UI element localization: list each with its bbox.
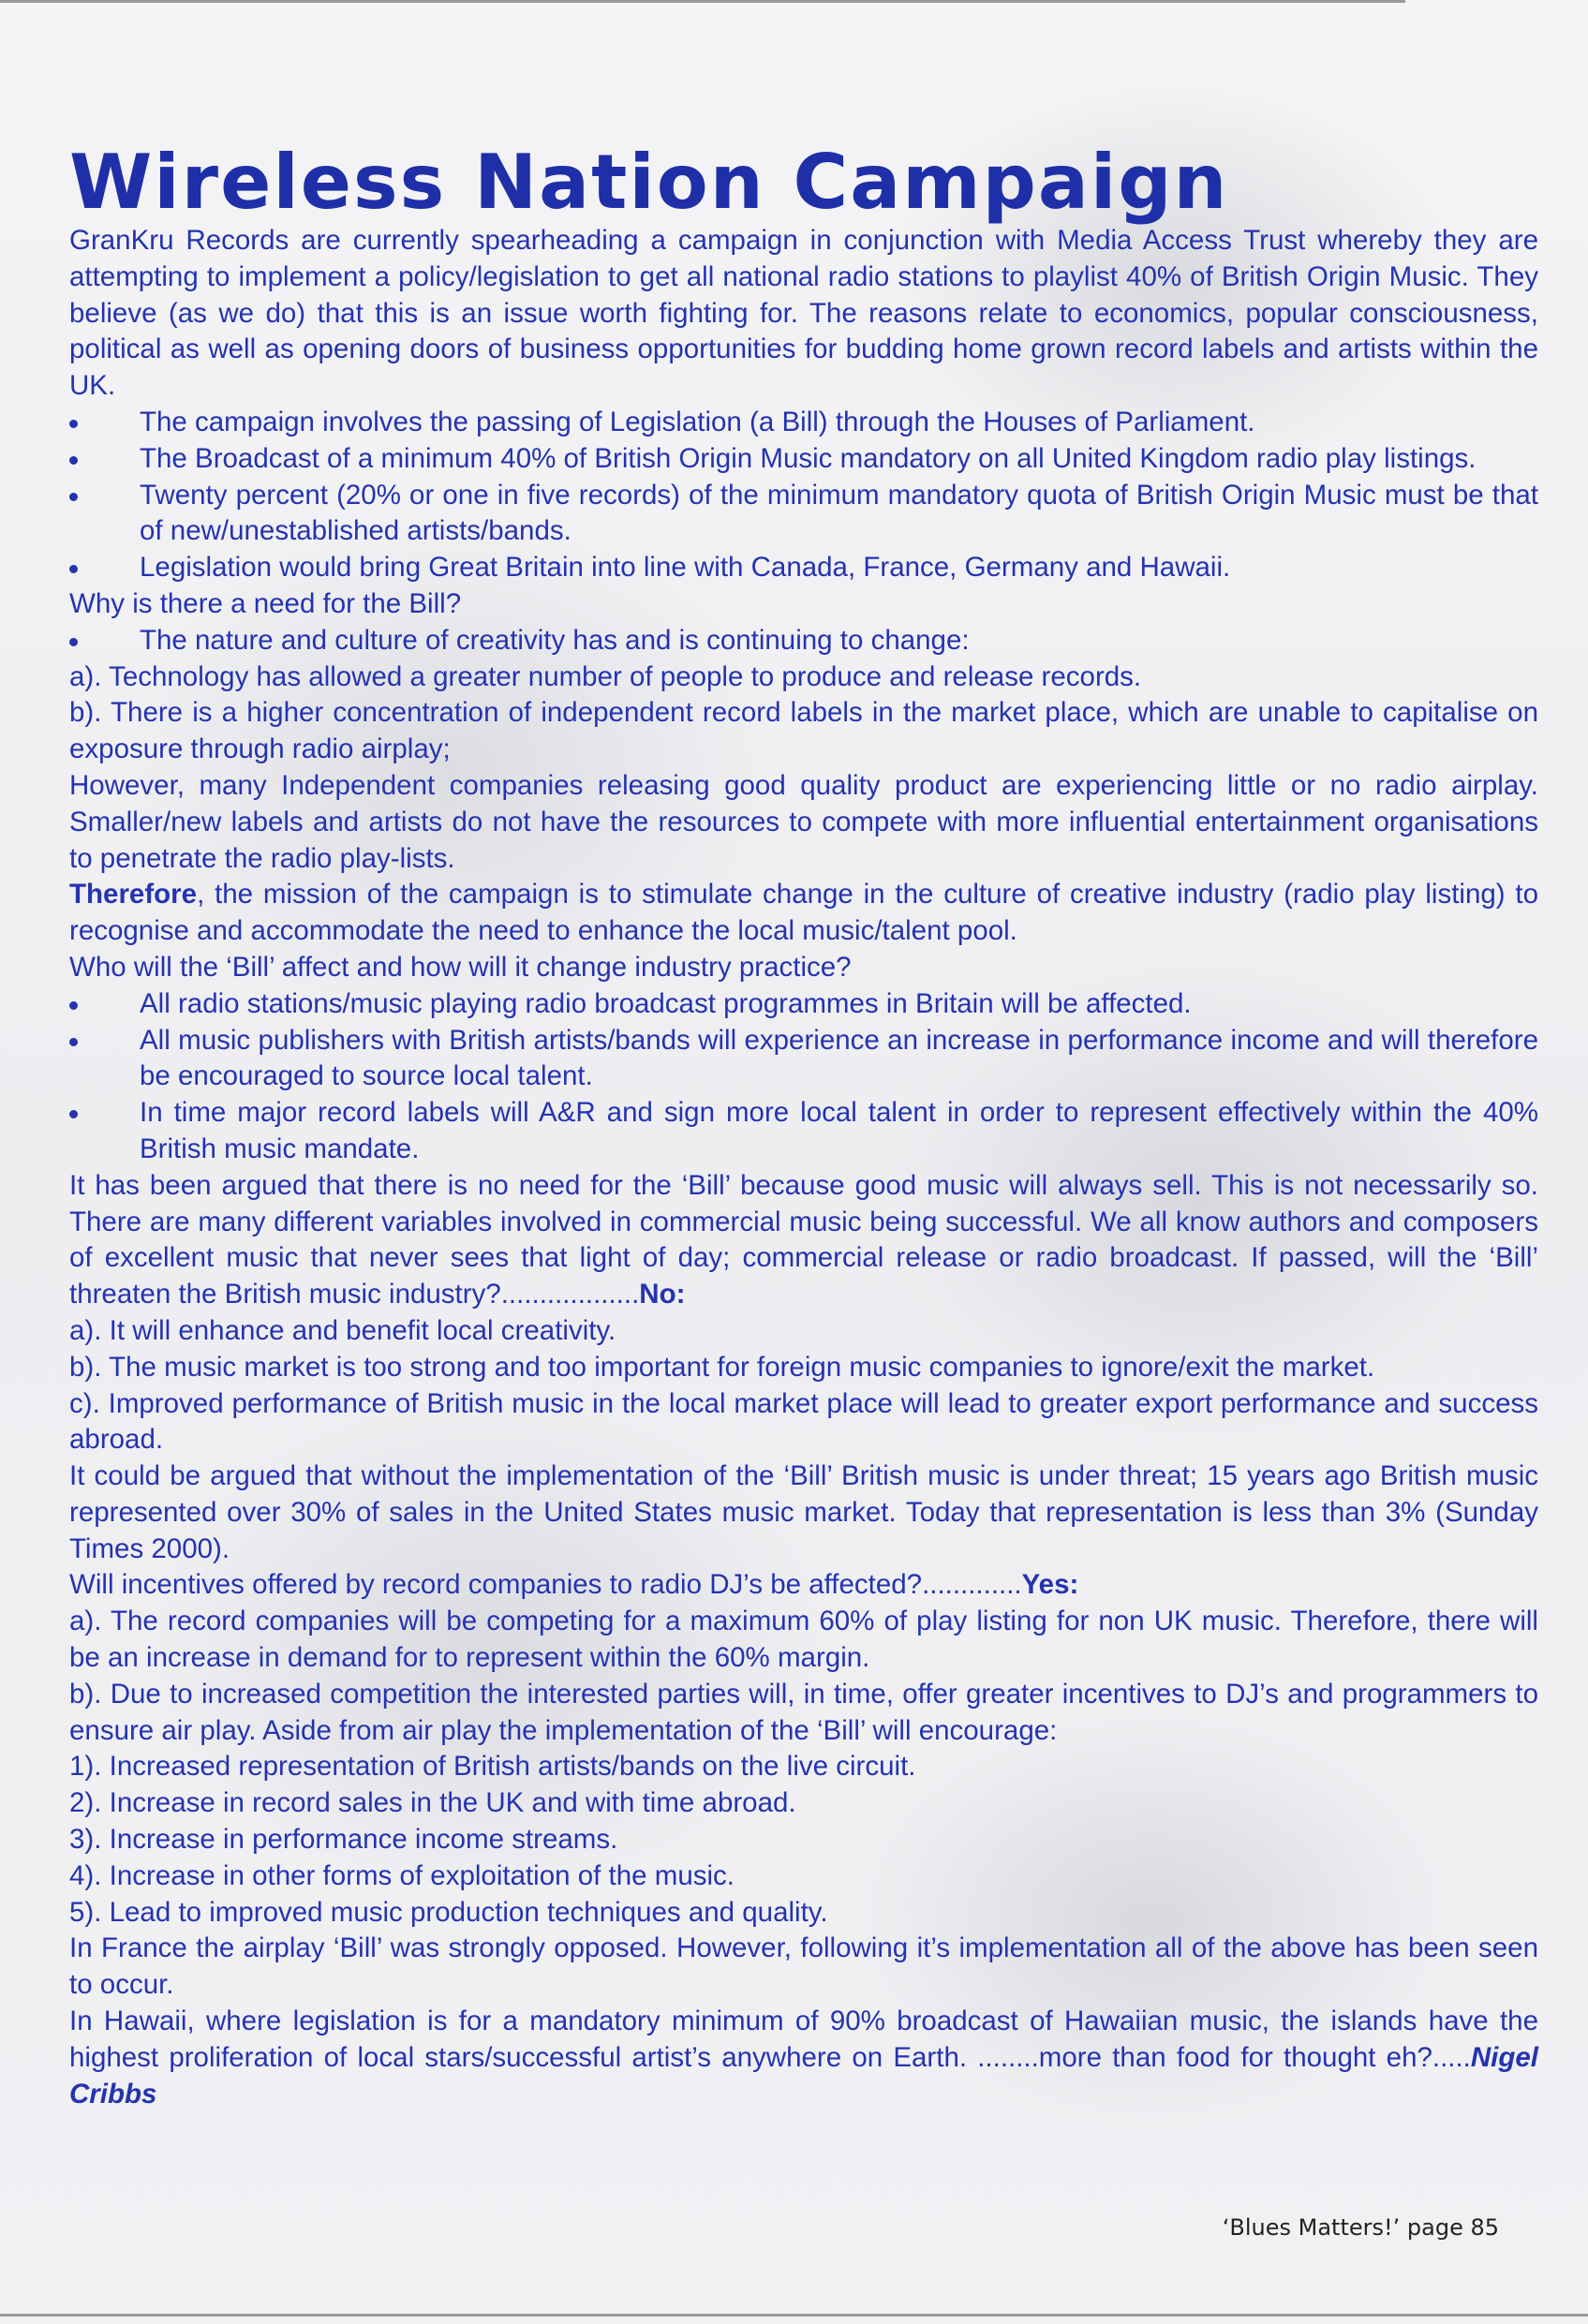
argued-paragraph: It has been argued that there is no need for the ‘Bill’ because good music will always sell. This is not necessarily so. There are many different variables involved in commercial music being successful. We all know authors and composers of excellent music that never sees that light of day; commercial release or radio broadcast. If passed, will the ‘Bill’ threaten the British music industry?..................No: (69, 1169, 1538, 1310)
article-headline: Wireless Nation Campaign (69, 139, 1229, 226)
bullet-dot (69, 420, 78, 428)
bullet-dot (69, 1110, 78, 1118)
nature-point-a: a). Technology has allowed a greater number of people to produce and release records. (69, 660, 1142, 692)
bullet-dot (69, 493, 78, 501)
bullet-dot (69, 1038, 78, 1046)
question-incentives: Will incentives offered by record companies to radio DJ’s be affected?.............Yes: (69, 1569, 1079, 1601)
threat-point-b: b). The music market is too strong and too important for foreign music companies to ignore/exit the market. (69, 1351, 1375, 1383)
bullet-item: All radio stations/music playing radio broadcast programmes in Britain will be affected. (69, 986, 1538, 1023)
therefore-paragraph: Therefore, the mission of the campaign is to stimulate change in the culture of creative industry (radio play listing) to recognise and accommodate the need to enhance the local music/talent pool. (69, 879, 1538, 947)
could-argue-paragraph: It could be argued that without the implementation of the ‘Bill’ British music is under threat; 15 years ago British music represented over 30% of sales in the United States music market. Today that representation is less than 3% (Sunday Times 2000). (69, 1460, 1538, 1564)
bullet-dot (69, 565, 78, 573)
article-body (69, 223, 1538, 2112)
encourage-item: 2). Increase in record sales in the UK and with time abroad. (69, 1787, 796, 1819)
incentive-point-a: a). The record companies will be competing for a maximum 60% of play listing for non UK music. Therefore, there will be an increase in demand for to represent within the 60% margin. (69, 1606, 1538, 1674)
threat-point-c: c). Improved performance of British music in the local market place will lead to greater export performance and success abroad. (69, 1387, 1538, 1456)
however-paragraph: However, many Independent companies releasing good quality product are experiencing little or no radio airplay. Smaller/new labels and artists do not have the resources to compete with more influential entertainment organisations to penetrate the radio play-lists. (69, 769, 1538, 874)
threat-point-a: a). It will enhance and benefit local creativity. (69, 1314, 616, 1346)
top-rule (0, 0, 1405, 3)
hawaii-paragraph: In Hawaii, where legislation is for a mandatory minimum of 90% broadcast of Hawaiian music, the islands have the highest proliferation of local stars/successful artist’s anywhere on Earth. ........more than food for thought eh?.....Nigel Cribbs (69, 2006, 1538, 2109)
encourage-item: 3). Increase in performance income streams. (69, 1824, 618, 1856)
encourage-item: 4). Increase in other forms of exploitation of the music. (69, 1859, 735, 1891)
bullet-item: The nature and culture of creativity has and is continuing to change: (69, 623, 1538, 659)
encourage-item: 1). Increased representation of British artists/bands on the live circuit. (69, 1751, 916, 1783)
author-name: Nigel Cribbs (69, 2041, 1538, 2109)
bullet-dot (69, 456, 78, 465)
page-footer: ‘Blues Matters!’ page 85 (1222, 2214, 1499, 2241)
bullet-item: Legislation would bring Great Britain into line with Canada, France, Germany and Hawaii. (69, 550, 1538, 586)
bullet-item: The Broadcast of a minimum 40% of British Origin Music mandatory on all United Kingdom radio play listings. (69, 441, 1538, 478)
bullet-dot (69, 638, 78, 646)
bullet-item: In time major record labels will A&R and sign more local talent in order to represent effectively within the 40% British music mandate. (69, 1095, 1538, 1168)
encourage-item: 5). Lead to improved music production techniques and quality. (69, 1896, 828, 1928)
france-paragraph: In France the airplay ‘Bill’ was strongly opposed. However, following it’s implementation all of the above has been seen to occur. (69, 1932, 1538, 2001)
bullet-item: All music publishers with British artists/bands will experience an increase in performance income and will therefore be encouraged to source local talent. (69, 1023, 1538, 1096)
nature-point-b: b). There is a higher concentration of independent record labels in the market place, which are unable to capitalise on exposure through radio airplay; (69, 697, 1538, 765)
intro-paragraph: GranKru Records are currently spearheading a campaign in conjunction with Media Access Trust whereby they are attempting to implement a policy/legislation to get all national radio stations to playlist 40% of British Origin Music. They believe (as we do) that this is an issue worth fighting for. The reasons relate to economics, popular consciousness, political as well as opening doors of business opportunities for budding home grown record labels and artists within the UK. (69, 225, 1538, 402)
bullet-dot (69, 1001, 78, 1010)
bullet-item: The campaign involves the passing of Legislation (a Bill) through the Houses of Parliament. (69, 405, 1538, 441)
question-need: Why is there a need for the Bill? (69, 587, 462, 619)
incentive-point-b: b). Due to increased competition the interested parties will, in time, offer greater incentives to DJ’s and programmers to ensure air play. Aside from air play the implementation of the ‘Bill’ will encourage: (69, 1678, 1538, 1746)
bottom-rule (0, 2314, 1588, 2317)
question-affect: Who will the ‘Bill’ affect and how will it change industry practice? (69, 951, 852, 983)
bullet-item: Twenty percent (20% or one in five records) of the minimum mandatory quota of British Origin Music must be that of new/unestablished artists/bands. (69, 478, 1538, 551)
